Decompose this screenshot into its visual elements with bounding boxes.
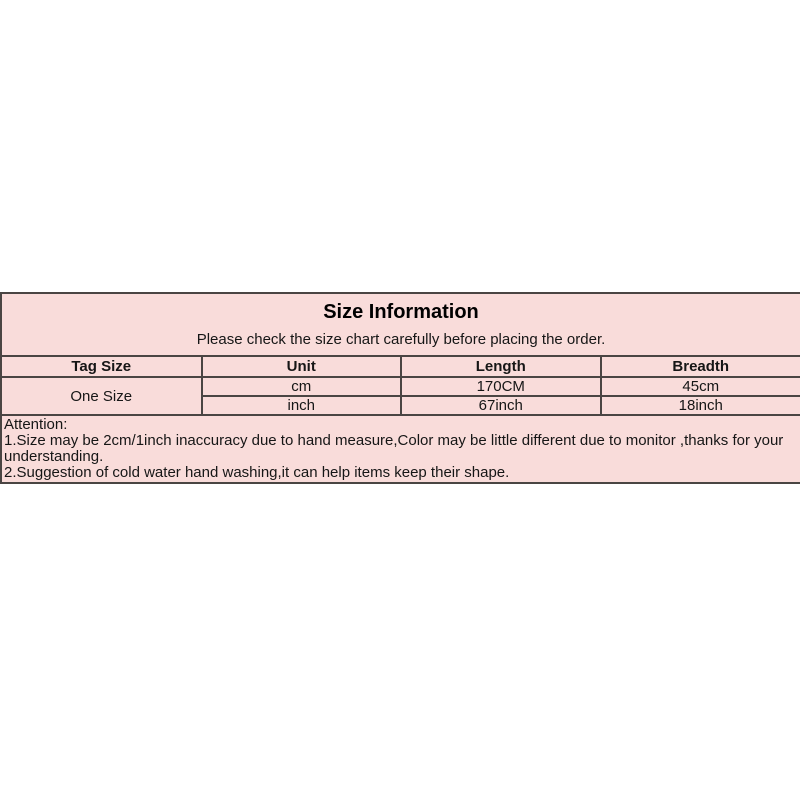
cell-unit-cm: cm — [202, 377, 402, 396]
cell-breadth-cm: 45cm — [601, 377, 800, 396]
col-header-breadth: Breadth — [601, 357, 800, 377]
size-chart — [0, 292, 800, 484]
cell-tag-size: One Size — [70, 387, 133, 405]
table-row-cm — [2, 377, 800, 396]
attention-note-2: 2.Suggestion of cold water hand washing,it can help items keep their shape. — [4, 464, 510, 481]
cell-unit-inch: inch — [202, 396, 402, 415]
col-header-length: Length — [401, 357, 601, 377]
chart-header — [2, 294, 800, 357]
attention-label: Attention: — [4, 416, 68, 433]
attention-section — [2, 416, 800, 482]
cell-breadth-inch: 18inch — [601, 396, 800, 415]
chart-title: Size Information — [323, 301, 479, 323]
size-table — [2, 357, 800, 416]
cell-length-inch: 67inch — [401, 396, 601, 415]
table-header-row — [2, 357, 800, 377]
attention-note-1: 1.Size may be 2cm/1inch inaccuracy due to hand measure,Color may be little different due to monitor ,thanks for your understanding. — [4, 432, 784, 465]
chart-subtitle: Please check the size chart carefully before placing the order. — [196, 331, 606, 348]
col-header-tag-size: Tag Size — [2, 357, 202, 377]
col-header-unit: Unit — [202, 357, 402, 377]
cell-length-cm: 170CM — [401, 377, 601, 396]
